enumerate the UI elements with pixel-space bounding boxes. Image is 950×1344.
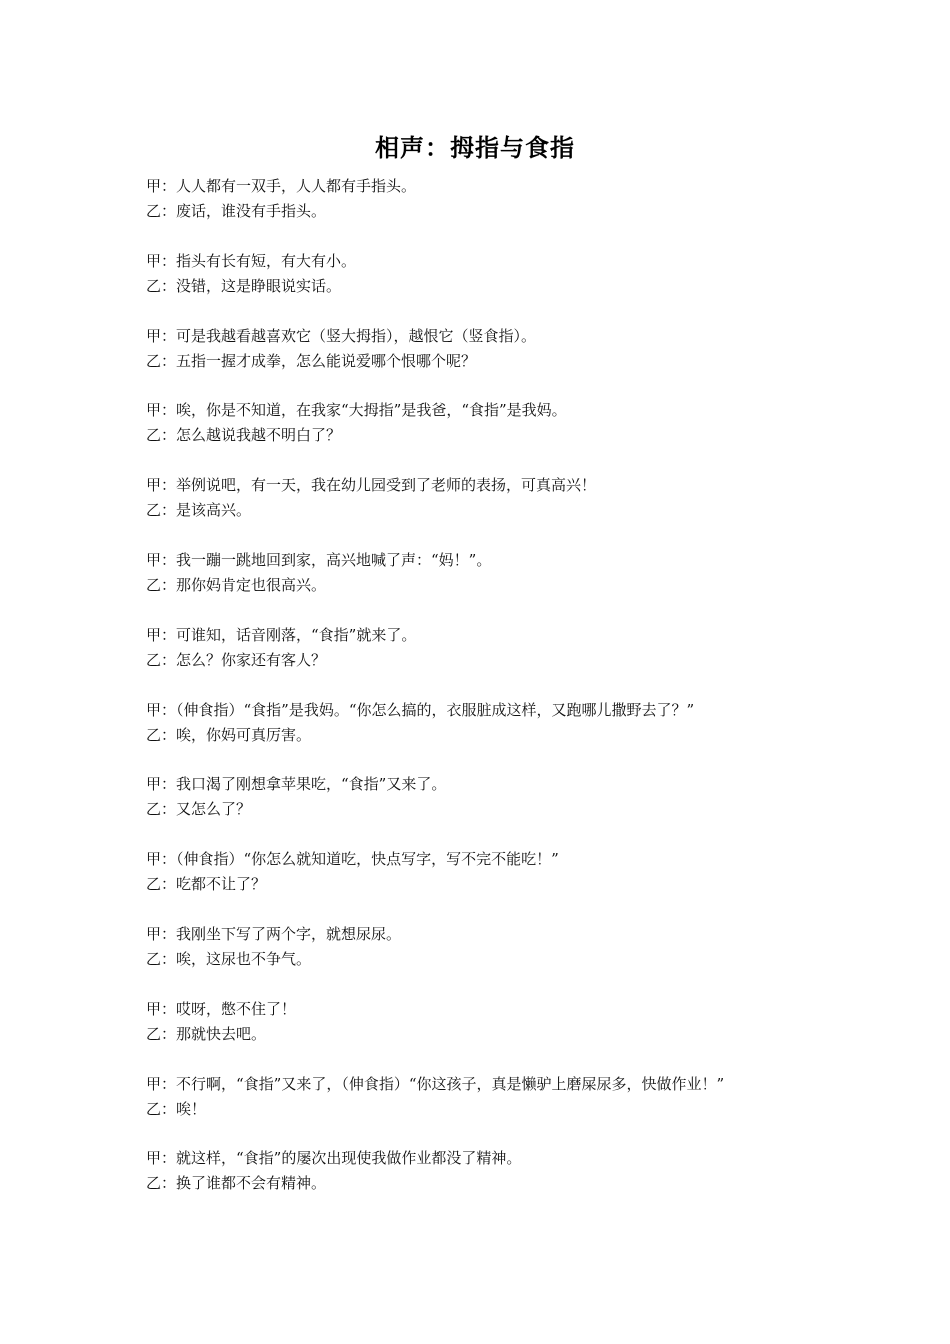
exchange: [146, 324, 826, 399]
exchange: [146, 249, 826, 324]
exchange: [146, 847, 826, 922]
line-yi: 乙：废话，谁没有手指头。: [146, 202, 327, 220]
line-jia: 甲：（伸食指）“食指”是我妈。“你怎么搞的，衣服脏成这样，又跑哪儿撒野去了？”: [146, 700, 695, 719]
exchange: [146, 548, 826, 623]
line-jia: 甲：（伸食指）“你怎么就知道吃，快点写字，写不完不能吃！”: [146, 850, 559, 869]
exchange: [146, 698, 826, 773]
line-yi: 乙：五指一握才成拳，怎么能说爱哪个恨哪个呢？: [146, 351, 477, 370]
line-jia: 甲：可谁知，话音刚落，“食指”就来了。: [146, 625, 417, 644]
line-jia: 甲：我口渴了刚想拿苹果吃，“食指”又来了。: [146, 775, 447, 794]
line-yi: 乙：是该高兴。: [146, 501, 252, 520]
line-jia: 甲：举例说吧，有一天，我在幼儿园受到了老师的表扬，可真高兴！: [146, 476, 597, 495]
exchange: [146, 772, 826, 847]
line-jia: 甲：不行啊，“食指”又来了，（伸食指）“你这孩子，真是懒驴上磨屎尿多，快做作业！”: [146, 1074, 725, 1093]
line-jia: 甲：哎呀，憋不住了！: [146, 999, 297, 1018]
exchange: [146, 398, 826, 473]
line-jia: 甲：唉，你是不知道，在我家“大拇指”是我爸，“食指”是我妈。: [146, 401, 567, 420]
line-yi: 乙：唉！: [146, 1099, 207, 1118]
line-jia: 甲：指头有长有短，有大有小。: [146, 251, 357, 270]
line-jia: 甲：可是我越看越喜欢它（竖大拇指），越恨它（竖食指）。: [146, 326, 537, 345]
line-yi: 乙：唉，这尿也不争气。: [146, 949, 312, 968]
exchange: [146, 1072, 826, 1147]
line-yi: 乙：又怎么了？: [146, 800, 252, 819]
document-title: 相声：拇指与食指: [375, 134, 575, 162]
dialogue-body: [146, 174, 826, 1221]
exchange: [146, 473, 826, 548]
line-jia: 甲：我一蹦一跳地回到家，高兴地喊了声：“妈！”。: [146, 550, 492, 569]
exchange: [146, 1146, 826, 1221]
line-jia: 甲：我刚坐下写了两个字，就想尿尿。: [146, 924, 402, 943]
line-yi: 乙：那就快去吧。: [146, 1024, 267, 1043]
line-yi: 乙：那你妈肯定也很高兴。: [146, 575, 327, 594]
exchange: [146, 997, 826, 1072]
line-yi: 乙：没错，这是睁眼说实话。: [146, 276, 342, 295]
exchange: [146, 922, 826, 997]
line-yi: 乙：怎么越说我越不明白了？: [146, 426, 342, 445]
line-yi: 乙：唉，你妈可真厉害。: [146, 725, 312, 744]
line-yi: 乙：吃都不让了？: [146, 875, 267, 894]
line-yi: 乙：换了谁都不会有精神。: [146, 1174, 327, 1193]
exchange: [146, 174, 826, 249]
line-jia: 甲：人人都有一双手，人人都有手指头。: [146, 177, 417, 195]
exchange: [146, 623, 826, 698]
line-jia: 甲：就这样，“食指”的屡次出现使我做作业都没了精神。: [146, 1149, 522, 1168]
line-yi: 乙：怎么？你家还有客人？: [146, 650, 327, 669]
